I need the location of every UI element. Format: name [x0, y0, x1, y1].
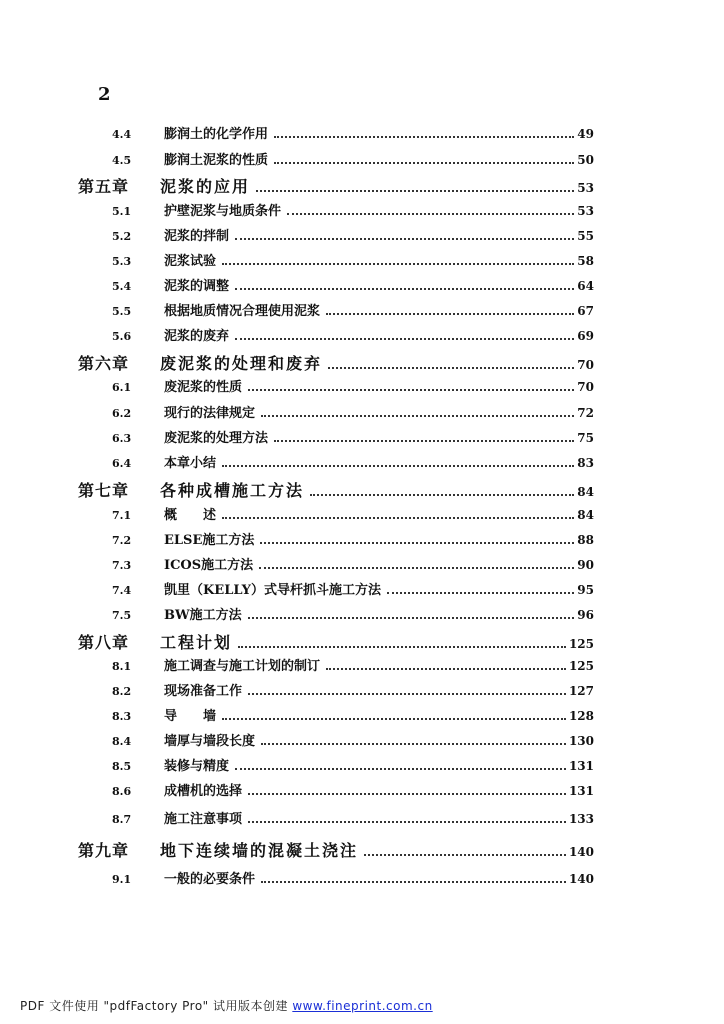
- dot-leader: [248, 693, 566, 695]
- entry-title: 泥浆的废弃: [164, 329, 230, 344]
- dot-leader: [222, 517, 574, 519]
- toc-section-entry: [78, 376, 594, 395]
- toc-section-entry: [78, 402, 594, 421]
- entry-number: 8.2: [112, 685, 132, 698]
- entry-title: ELSE施工方法: [164, 533, 255, 548]
- entry-title: 泥浆试验: [164, 254, 217, 269]
- entry-page-number: 133: [568, 812, 594, 826]
- entry-title: 泥浆的应用: [160, 177, 251, 196]
- entry-page-number: 140: [568, 845, 594, 859]
- entry-page-number: 90: [577, 558, 594, 572]
- toc-chapter-entry: [78, 351, 594, 374]
- entry-page-number: 84: [577, 508, 594, 522]
- toc-section-entry: [78, 755, 594, 774]
- dot-leader: [222, 465, 574, 467]
- toc-section-entry: [78, 655, 594, 674]
- entry-title: 现场准备工作: [164, 684, 243, 699]
- entry-page-number: 72: [577, 406, 594, 420]
- entry-title: 凯里（KELLY）式导杆抓斗施工方法: [164, 583, 381, 598]
- entry-page-number: 95: [577, 583, 594, 597]
- dot-leader: [260, 542, 574, 544]
- entry-page-number: 127: [568, 684, 594, 698]
- dot-leader: [387, 592, 574, 594]
- entry-title: 本章小结: [164, 456, 217, 471]
- dot-leader: [287, 213, 574, 215]
- entry-number: 6.2: [112, 407, 132, 420]
- toc-section-entry: [78, 250, 594, 269]
- entry-number: 8.3: [112, 710, 132, 723]
- dot-leader: [235, 338, 574, 340]
- dot-leader: [235, 288, 574, 290]
- entry-page-number: 58: [577, 254, 594, 268]
- entry-title: 废泥浆的性质: [164, 380, 243, 395]
- entry-number: 5.1: [112, 205, 132, 218]
- entry-number: 第六章: [78, 354, 130, 373]
- entry-title: BW施工方法: [164, 608, 242, 623]
- entry-page-number: 67: [577, 304, 594, 318]
- pdf-footer: [20, 997, 433, 1014]
- toc-section-entry: [78, 529, 594, 548]
- entry-number: 7.3: [112, 559, 132, 572]
- entry-page-number: 131: [568, 784, 594, 798]
- entry-page-number: 49: [577, 127, 594, 141]
- entry-number: 6.1: [112, 381, 132, 394]
- toc-chapter-entry: [78, 838, 594, 861]
- toc-chapter-entry: [78, 630, 594, 653]
- dot-leader: [261, 881, 566, 883]
- toc-section-entry: [78, 225, 594, 244]
- entry-title: 地下连续墙的混凝土浇注: [160, 841, 359, 860]
- entry-number: 8.5: [112, 760, 132, 773]
- entry-title: 泥浆的拌制: [164, 229, 230, 244]
- toc-chapter-entry: [78, 478, 594, 501]
- entry-title: 施工注意事项: [164, 812, 243, 827]
- toc-section-entry: [78, 200, 594, 219]
- entry-number: 第九章: [78, 841, 130, 860]
- entry-title: 装修与精度: [164, 759, 230, 774]
- entry-number: 5.5: [112, 305, 132, 318]
- entry-title: 废泥浆的处理方法: [164, 431, 269, 446]
- entry-title: 根据地质情况合理使用泥浆: [164, 304, 321, 319]
- entry-number: 8.1: [112, 660, 132, 673]
- toc-section-entry: [78, 730, 594, 749]
- toc-section-entry: [78, 123, 594, 142]
- entry-page-number: 70: [577, 380, 594, 394]
- entry-page-number: 130: [568, 734, 594, 748]
- dot-leader: [248, 793, 566, 795]
- entry-page-number: 96: [577, 608, 594, 622]
- entry-page-number: 75: [577, 431, 594, 445]
- dot-leader: [326, 668, 566, 670]
- entry-title: 废泥浆的处理和废弃: [160, 354, 323, 373]
- footer-text: PDF 文件使用 "pdfFactory Pro" 试用版本创建: [20, 999, 293, 1013]
- entry-number: 5.3: [112, 255, 132, 268]
- dot-leader: [238, 646, 566, 648]
- entry-title: 膨润土的化学作用: [164, 127, 269, 142]
- dot-leader: [328, 367, 574, 369]
- entry-number: 8.6: [112, 785, 132, 798]
- entry-page-number: 84: [577, 485, 594, 499]
- entry-number: 8.7: [112, 813, 132, 826]
- dot-leader: [261, 415, 574, 417]
- entry-page-number: 53: [577, 181, 594, 195]
- entry-number: 7.5: [112, 609, 132, 622]
- dot-leader: [259, 567, 574, 569]
- entry-page-number: 50: [577, 153, 594, 167]
- entry-number: 8.4: [112, 735, 132, 748]
- entry-title: 施工调查与施工计划的制订: [164, 659, 321, 674]
- toc-section-entry: [78, 868, 594, 887]
- toc-section-entry: [78, 604, 594, 623]
- toc-section-entry: [78, 427, 594, 446]
- entry-number: 7.1: [112, 509, 132, 522]
- toc-section-entry: [78, 554, 594, 573]
- page-number: 2: [98, 84, 111, 105]
- entry-number: 6.4: [112, 457, 132, 470]
- entry-page-number: 70: [577, 358, 594, 372]
- entry-number: 第八章: [78, 633, 130, 652]
- entry-number: 第五章: [78, 177, 130, 196]
- entry-number: 4.5: [112, 154, 132, 167]
- toc-section-entry: [78, 579, 594, 598]
- dot-leader: [222, 718, 566, 720]
- toc-section-entry: [78, 149, 594, 168]
- entry-page-number: 53: [577, 204, 594, 218]
- entry-title: 各种成槽施工方法: [160, 481, 305, 500]
- entry-title: 泥浆的调整: [164, 279, 230, 294]
- toc-section-entry: [78, 780, 594, 799]
- footer-link[interactable]: www.fineprint.com.cn: [292, 999, 433, 1013]
- entry-number: 7.2: [112, 534, 132, 547]
- entry-page-number: 88: [577, 533, 594, 547]
- dot-leader: [248, 389, 574, 391]
- entry-number: 9.1: [112, 873, 132, 886]
- dot-leader: [222, 263, 574, 265]
- entry-title: 导 墙: [164, 709, 217, 724]
- toc-section-entry: [78, 452, 594, 471]
- entry-page-number: 140: [568, 872, 594, 886]
- dot-leader: [326, 313, 574, 315]
- dot-leader: [274, 440, 574, 442]
- toc-section-entry: [78, 504, 594, 523]
- entry-title: 现行的法律规定: [164, 406, 256, 421]
- entry-number: 第七章: [78, 481, 130, 500]
- dot-leader: [261, 743, 566, 745]
- entry-title: 概 述: [164, 508, 217, 523]
- entry-number: 7.4: [112, 584, 132, 597]
- dot-leader: [248, 821, 566, 823]
- dot-leader: [235, 238, 574, 240]
- entry-page-number: 55: [577, 229, 594, 243]
- entry-number: 5.2: [112, 230, 132, 243]
- dot-leader: [235, 768, 566, 770]
- toc-section-entry: [78, 680, 594, 699]
- entry-title: 墙厚与墙段长度: [164, 734, 256, 749]
- entry-title: 成槽机的选择: [164, 784, 243, 799]
- toc-section-entry: [78, 275, 594, 294]
- dot-leader: [274, 162, 574, 164]
- entry-number: 6.3: [112, 432, 132, 445]
- dot-leader: [248, 617, 575, 619]
- dot-leader: [364, 854, 566, 856]
- entry-number: 5.4: [112, 280, 132, 293]
- dot-leader: [310, 494, 574, 496]
- entry-number: 5.6: [112, 330, 132, 343]
- entry-page-number: 64: [577, 279, 594, 293]
- entry-page-number: 83: [577, 456, 594, 470]
- entry-page-number: 128: [568, 709, 594, 723]
- entry-title: 护壁泥浆与地质条件: [164, 204, 282, 219]
- entry-page-number: 125: [568, 637, 594, 651]
- entry-number: 4.4: [112, 128, 132, 141]
- toc-chapter-entry: [78, 174, 594, 197]
- toc-section-entry: [78, 705, 594, 724]
- entry-title: ICOS施工方法: [164, 558, 254, 573]
- toc-section-entry: [78, 808, 594, 827]
- dot-leader: [256, 190, 574, 192]
- entry-page-number: 125: [568, 659, 594, 673]
- toc-section-entry: [78, 325, 594, 344]
- entry-page-number: 69: [577, 329, 594, 343]
- entry-title: 工程计划: [160, 633, 233, 652]
- entry-title: 膨润土泥浆的性质: [164, 153, 269, 168]
- toc-section-entry: [78, 300, 594, 319]
- entry-title: 一般的必要条件: [164, 872, 256, 887]
- entry-page-number: 131: [568, 759, 594, 773]
- dot-leader: [274, 136, 574, 138]
